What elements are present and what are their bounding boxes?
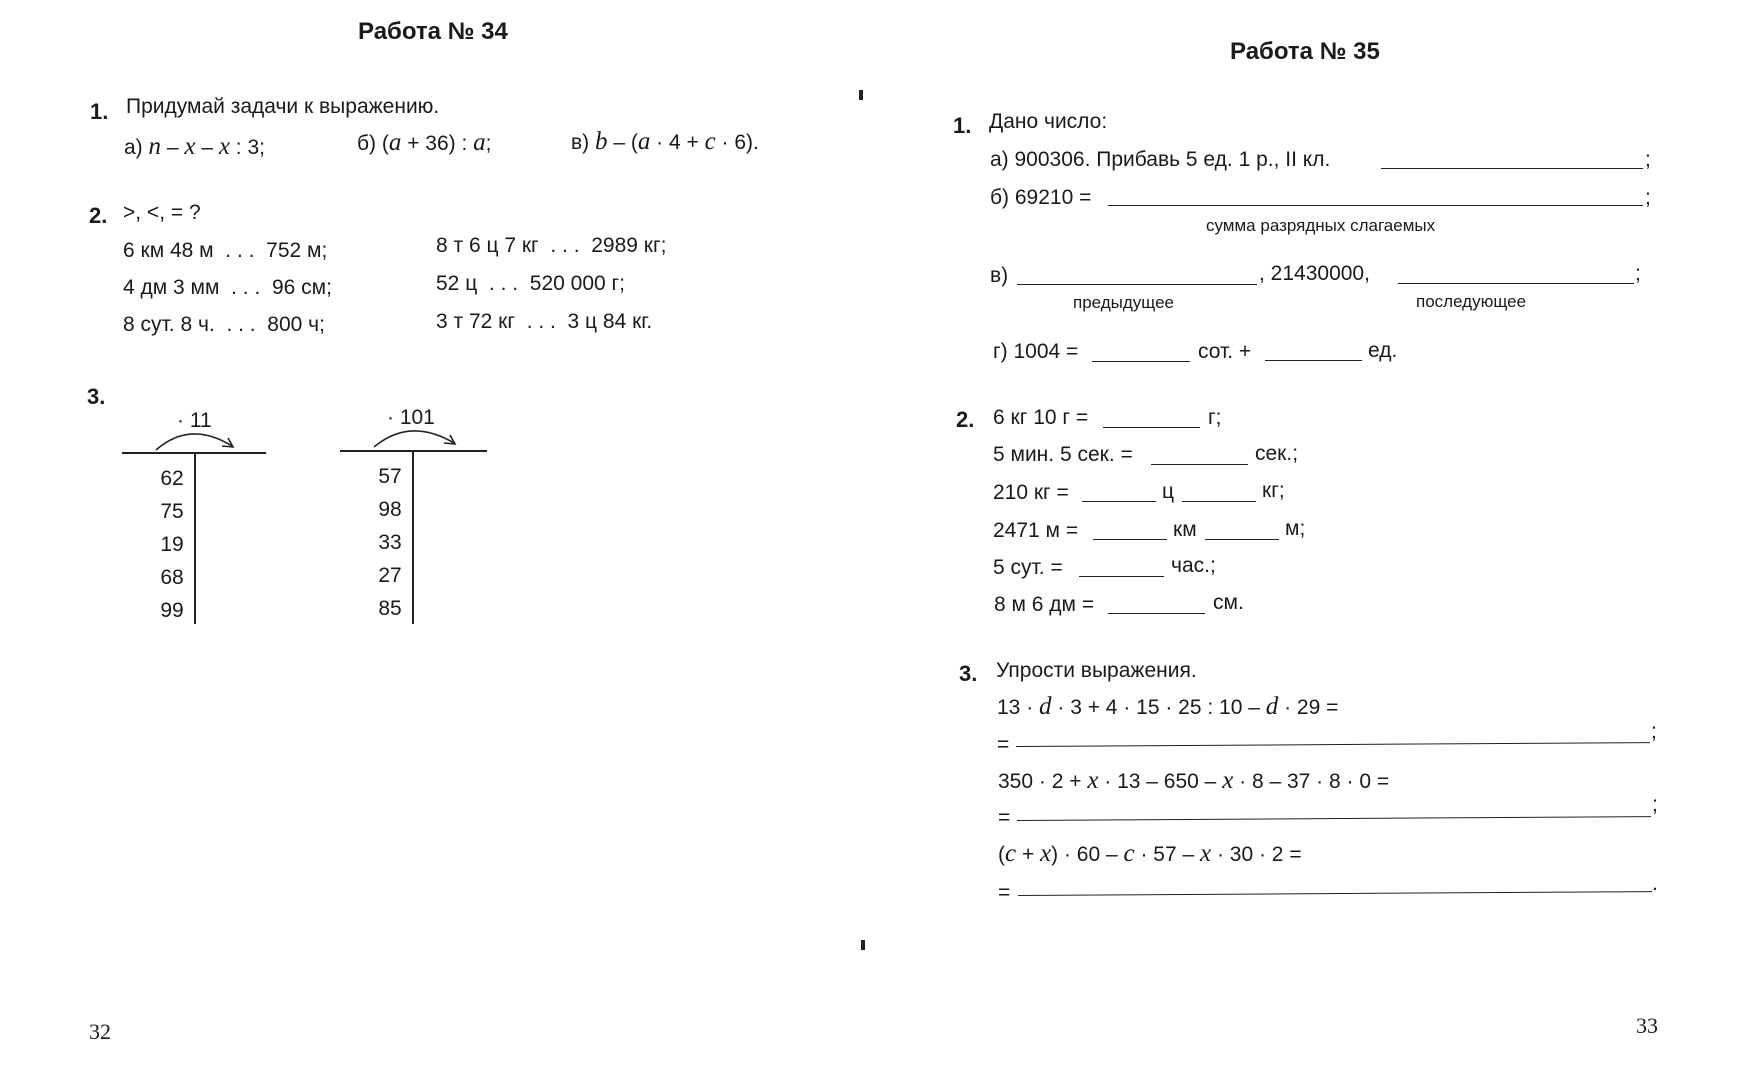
answer-blank[interactable]	[1182, 501, 1256, 502]
expression-b: б) (a + 36) : a;	[357, 129, 492, 156]
equals-sign: =	[998, 806, 1011, 829]
conversion-item: 6 кг 10 г =	[993, 406, 1089, 429]
table1-value: 75	[160, 500, 184, 523]
answer-end: .	[1652, 872, 1658, 895]
answer-blank[interactable]	[1108, 613, 1205, 614]
conversion-item: 5 сут. =	[993, 556, 1063, 579]
simplify-expression-2: 350 · 2 + x · 13 – 650 – x · 8 – 37 · 8 · 0 =	[998, 767, 1390, 794]
task1-text-right: Дано число:	[989, 110, 1108, 133]
compare-item: 3 т 72 кг . . . 3 ц 84 кг.	[436, 310, 653, 333]
answer-blank[interactable]	[1082, 501, 1156, 502]
simplify-expression-1: 13 · d · 3 + 4 · 15 · 25 : 10 – d · 29 =	[997, 693, 1339, 720]
task3-text-right: Упрости выражения.	[996, 659, 1197, 682]
table2-arrow-icon	[370, 421, 460, 451]
equals-sign: =	[998, 881, 1011, 904]
binding-mark	[861, 940, 865, 950]
compare-item: 4 дм 3 мм . . . 96 см;	[123, 276, 332, 299]
task2-number-right: 2.	[956, 407, 975, 432]
table1-value: 19	[160, 533, 184, 556]
conversion-unit: м;	[1285, 517, 1306, 540]
table2-value: 85	[378, 597, 402, 620]
conversion-unit: сек.;	[1255, 442, 1299, 465]
answer-blank[interactable]	[1017, 284, 1257, 285]
answer-blank[interactable]	[1017, 816, 1651, 821]
caption-next: последующее	[1416, 292, 1527, 311]
task1-a: а) 900306. Прибавь 5 ед. 1 р., II кл.	[990, 148, 1331, 171]
page-title-left: Работа № 34	[358, 18, 508, 45]
conversion-item: 8 м 6 дм =	[994, 593, 1095, 616]
task2-number-left: 2.	[89, 203, 108, 228]
conversion-item: 210 кг =	[993, 481, 1069, 504]
conversion-unit: км	[1173, 518, 1197, 541]
task1-b-caption: сумма разрядных слагаемых	[1206, 216, 1436, 235]
conversion-unit: час.;	[1171, 554, 1216, 577]
answer-blank[interactable]	[1205, 539, 1279, 540]
task1-d-label: г) 1004 =	[993, 340, 1079, 363]
expression-c: в) b – (a · 4 + c · 6).	[571, 128, 759, 155]
answer-end: ;	[1652, 793, 1658, 816]
compare-item: 6 км 48 м . . . 752 м;	[123, 239, 328, 262]
conversion-item: 5 мин. 5 сек. =	[993, 443, 1133, 466]
task1-c-end: ;	[1635, 262, 1641, 285]
answer-blank[interactable]	[1018, 891, 1652, 896]
answer-blank[interactable]	[1016, 742, 1650, 747]
table1-value: 62	[160, 467, 184, 490]
task3-number-right: 3.	[959, 661, 978, 686]
answer-end: ;	[1651, 720, 1657, 743]
table2-value: 27	[378, 564, 402, 587]
task1-b: б) 69210 =	[990, 186, 1092, 209]
page-title-right: Работа № 35	[1230, 38, 1380, 65]
caption-previous: предыдущее	[1073, 293, 1175, 312]
task1-c-number: , 21430000,	[1259, 262, 1370, 285]
table2-value: 57	[378, 465, 402, 488]
answer-blank[interactable]	[1108, 205, 1643, 206]
table1-arrow-icon	[150, 424, 240, 454]
simplify-expression-3: (c + x) · 60 – c · 57 – x · 30 · 2 =	[998, 840, 1302, 867]
table1-values	[152, 462, 192, 627]
table2-value: 33	[378, 531, 402, 554]
answer-blank[interactable]	[1398, 283, 1634, 284]
conversion-unit: ц	[1162, 480, 1175, 503]
task1-text-left: Придумай задачи к выражению.	[126, 95, 440, 118]
compare-item: 52 ц . . . 520 000 г;	[436, 272, 626, 295]
task1-number-right: 1.	[953, 113, 972, 138]
task1-d-mid: сот. +	[1198, 340, 1252, 363]
table2-operator: · 101	[387, 406, 435, 429]
binding-mark	[859, 90, 863, 100]
task2-text-left: >, <, = ?	[123, 201, 201, 224]
answer-blank[interactable]	[1092, 361, 1190, 362]
task1-a-end: ;	[1645, 148, 1651, 171]
table2-values	[370, 460, 410, 625]
table1-operator: · 11	[177, 409, 212, 432]
answer-blank[interactable]	[1093, 539, 1167, 540]
compare-item: 8 сут. 8 ч. . . . 800 ч;	[123, 313, 325, 336]
table1-value: 68	[160, 566, 184, 589]
answer-blank[interactable]	[1265, 360, 1362, 361]
page-number-right: 33	[1636, 1013, 1658, 1038]
answer-blank[interactable]	[1079, 576, 1164, 577]
table1-divider	[194, 452, 196, 624]
compare-item: 8 т 6 ц 7 кг . . . 2989 кг;	[436, 234, 667, 257]
task1-b-end: ;	[1645, 186, 1651, 209]
conversion-item: 2471 м =	[993, 519, 1079, 542]
table2-value: 98	[378, 498, 402, 521]
task1-number-left: 1.	[90, 99, 109, 124]
equals-sign: =	[997, 733, 1010, 756]
conversion-unit: см.	[1213, 591, 1244, 614]
table2-divider	[412, 450, 414, 624]
conversion-unit: г;	[1208, 406, 1222, 429]
expression-a: а) n – x – x : 3;	[124, 133, 265, 160]
answer-blank[interactable]	[1151, 464, 1248, 465]
table1-value: 99	[160, 599, 184, 622]
conversion-unit: кг;	[1262, 479, 1285, 502]
page-number-left: 32	[89, 1019, 111, 1044]
task1-d-end: ед.	[1368, 339, 1398, 362]
task1-c-label: в)	[990, 264, 1009, 287]
task3-number-left: 3.	[87, 384, 106, 409]
answer-blank[interactable]	[1103, 427, 1200, 428]
answer-blank[interactable]	[1381, 168, 1643, 169]
